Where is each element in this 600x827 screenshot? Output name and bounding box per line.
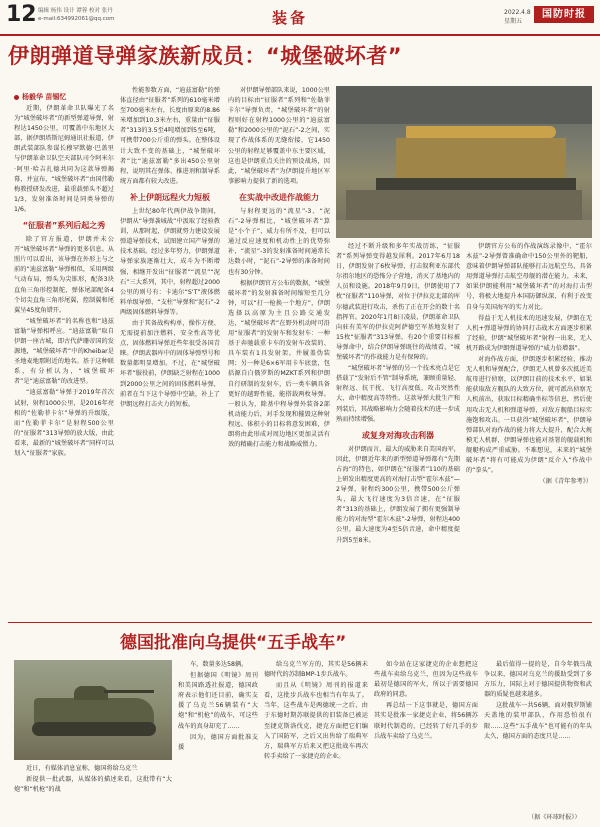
page-number: 12 — [6, 2, 37, 27]
bullet-icon — [14, 95, 19, 100]
paragraph: 因为，德国方面批准支援 — [178, 733, 258, 751]
subheading: 补上伊朗远程火力短板 — [130, 192, 210, 202]
staff-credits — [38, 7, 114, 23]
date-value: 2022.4.8 — [504, 9, 531, 16]
article-column-4 — [336, 242, 460, 619]
paragraph: “城堡破坏者”导弹的另一个技术亮点是它搭载了“发射后不管”制导系统，兼顾重量轻、射程远、抗干扰、飞行高度低，攻击突然性大，命中精度高等特性。这款导弹大批生产和列装后，其战略影响力会随着技术的进一步成熟而持续增强。 — [336, 365, 460, 423]
paragraph: 伊朗官方公布的作战演练录像中，“霍尔木兹”-2导弹曾准确命中150公里外的靶船，意味着伊朗导弹部队能够打击远航空鸟，具备用弹道导弹打击航空母舰的潜在能力，未来，如果伊朗能利用“城堡破坏者”的对海打击型号，将极大地提升本国防御纵深，有利于改变自身与美国海军的实力对比。 — [466, 243, 592, 311]
armored-vehicle-photo — [14, 660, 172, 760]
weekday-value: 星期五 — [504, 18, 523, 25]
article-column-1 — [14, 104, 114, 619]
byline-authors: 杨毅华 苗锡忆 — [22, 93, 67, 101]
masthead-rule — [0, 34, 600, 36]
newspaper-logo: 国防时报 — [534, 6, 594, 23]
paragraph: 性能参数方面，“迪兹富勒”的弹体直径由“征服者”系列的610毫米增至700毫米左右，长度由原来的8.86米增加到10.3米左右，重量由“征服者”313的3.5至4吨增加到5至6吨，可携带700公斤重的弹头。在整体设计大致不变的基础上，“城堡破坏者”比“迪兹富勒”多出450公里射程，说明其在弹体、推进剂和制导系统方面都有较大改进。 — [120, 87, 220, 185]
subheading: 在实战中改进作战能力 — [239, 192, 319, 202]
paragraph: 但据德国《明镜》周刊和美国路透社报道，德国政府表示他们还目前，确实支援了乌克兰56辆装有“大炮”和“机枪”的战车，可这些战车的真身却充了…… — [178, 672, 258, 730]
paragraph: 再总结一下这事就是，德国方面其实是批准一家捷克企业，将56辆苏联时代制造的，已经转了好几手的步兵战车卖给了乌克兰。 — [374, 702, 478, 740]
article2-column-4 — [374, 660, 478, 822]
article2-column-2 — [178, 660, 258, 822]
article-credit: （据《青年参考》） — [539, 478, 592, 486]
masthead — [0, 0, 600, 38]
paragraph: 车，数量多达58辆。 — [190, 661, 248, 668]
paragraph: 而且从《明镜》周刊的报道来看，这批步兵战车也相当有年头了。当年，这些战车是两德统一之后，由于东德时期苏联提供的旧装备已被运至捷克斯洛伐克，捷克方面把它们编入了国防军，之后又出售给了瑞典军方，瑞典军方后来又把这批战车再次转手卖给了一家捷克的企业。 — [264, 682, 368, 760]
paragraph: 由于其备战构构单，操作方便、无需提前加注燃料，安全性高等优点，固体燃料导弹近些年很受各国青睐。伊朗武器库中的固体导弹型号和数量都明显增加。不过，在“城堡破坏者”服役前，伊朗缺乏射程在1000到2000公里之间的固体燃料导弹，前者在当下这个导弹中空缺，补上了伊朗远程打击火力的短板。 — [120, 319, 220, 408]
missile-photo — [336, 86, 592, 238]
staff-email: e-mail:634992061@qq.com — [38, 16, 115, 22]
paragraph: 新提供一批武器，从媒体的描述来看，这批带有“大炮”和“机枪”的战 — [14, 776, 172, 794]
paragraph: 给乌克兰军方的，其实是56辆未德时代的苏制BMP-1步兵战车。 — [264, 661, 368, 679]
paragraph: 近日，有媒体消息宣称，德国将给乌克兰 — [26, 765, 138, 772]
paragraph: “迪兹富勒”导弹于2019年首次试射，射程1000公里，是2016年亮相的“佐勒菲卡尔”导弹的升级版，而“佐勒菲卡尔”是射程500公里的“征服者”313导弹的放大版，由此看来，最新的“城堡破坏者”同样可以划入“征服者”家族。 — [14, 389, 114, 457]
article-headline: 伊朗弹道导弹家族新成员：“城堡破坏者” — [8, 44, 403, 68]
paragraph: 最后值得一提的是，自今年俄乌战争以来，德国对乌克兰的援助受到了多方压力，国际上对于德国提供物资和武器的质疑也越来越多。 — [484, 661, 592, 699]
staff-line: 编辑 杨伟 设计 谭蓉 校对 张丹 — [38, 8, 113, 14]
paragraph: 除了官方报道，伊朗并未公开“城堡破坏者”导弹的更多信息。从照片可以看出，该导弹在外形上与之前的“迪兹富勒”导弹相似，采用两级气动布局，弹头为尖锥形，配备3块直角三角形控制舵，弹体尾部配备4个切尖直角三角形尾翼，控制翼和尾翼呈45度角错开。 — [14, 236, 114, 314]
article2-headline: 德国批准向乌提供“五手战车” — [120, 633, 347, 653]
paragraph: 上世纪80年代两伊战争期间，伊朗从“导弹袭城战”中汲取了经验教训，从那时起，伊朗就努力建设发展弹道导弹技术，试图建立国产导弹的技术基础。经过多年努力，伊朗弹道导弹家族逐渐壮大，成斗为不断增强，相继开发出“征服者”“流星”“泥石”三大系列，其中，射程超过2000公里的则号有：卡迪尔“S‘T”液体燃料单级导弹、“支柱”导弹和“泥石”-2两级固体燃料导弹等。 — [120, 207, 220, 316]
byline — [14, 92, 66, 102]
subheading: 或复身对海攻击利器 — [362, 430, 434, 440]
paragraph: 对伊朗导弹部队来说，1000公里内的目标由“征服者”系列和“佐勒菲卡尔”导弹负责，“城堡破坏者”的射程则好在射程1000公里的“迪兹富勒”和2000公里的“泥石”-2之间，实现了作战体系的无缝衔接，它1450公里的射程足够覆盖中东主要区域，这也是伊朗重点关注的预设战场，因此，“城堡破坏者”为伊朗提升地区军事影响力提供了新的选项。 — [228, 87, 330, 185]
paragraph: 近期，伊朗革命卫队曝光了名为“城堡破坏者”的新型弹道导弹，射程达1450公里，可覆盖中东地区大部，据伊朗塔斯尼姆通讯社报道，伊朗武装部队参谋长穆罕默德·巴盖里与伊朗革命卫队空天部队司令阿米尔·阿里·哈吉扎德共同为这款导弹揭幕，并宣布，“城堡破坏者”由国伟勒梅教授研发改进，最重载弹头不超过1/3，发射准备时间是同类导弹的1/6。 — [14, 105, 114, 213]
issue-date — [504, 8, 531, 26]
paragraph: 对伊朗而言，最大的威胁来自美国海军，因此，伊朗近年来的新型弹道导弹都有“先期占海”的特色，如伊朗在“征服者”110的基础上研发出精度更高的对海打击型“霍尔木兹”—2导弹，射程约300公里，携带500公斤弹头，最大飞行速度为3倍音速，在“征服者”313的基础上，伊朗发展了拥有更强制导能力的对海型“霍尔木兹”-2导弹，射程达400公里，最大速度为4至5倍音速，命中精度提升到5至8米。 — [336, 445, 460, 544]
paragraph: 得益于无人机技术的迅速发展，伊朗在无人机+弹道导弹的协同打击战术方面逐步积累了经验，伊朗“城堡破坏者”射程一出来，无人机开路成为伊朗弹道导弹的“威力倍增器”。 — [466, 314, 592, 352]
article-divider — [8, 622, 592, 623]
paragraph: 如今站在这家捷克的企业想把这些战车卖给乌克兰，但因为这些战车最初是德国的军火，所以于需要德国政府的同意。 — [374, 661, 478, 699]
paragraph: 对海作战方面，伊朗逐步积累经验，推动无人机和导弹配合，伊朗无人机曾多次抵近美航母进行侦察，以伊朗目前的技术水平，如果能获取敌方舰队的大致方位，就可派出侦察无人机前出，获取目标精确坐标等信息，然后使用攻击无人机和弹道导弹，对敌方舰船目标实施饱和攻击。一旦获得“城堡破坏者”，伊朗导弹部队对海作战的能力将大大提升，配合大规模无人机群，伊朗导弹也能对基署的舰载机和舰艇构成严重威胁。不难想见，未来的“城堡破坏者”将有可能成为伊朗“反介入”作战中的“拳头”。 — [466, 356, 592, 475]
paragraph: 与射程更远的“流星”-3、“泥石”-2导弹相比，“城堡破坏者”算是“小个子”，威力有所不及，但可以通过反应速度和机动性上的优势弥补，“流星”-3的发射准备时间通常长达数小时，“泥石”-2导弹的准备时间也有30分钟。 — [228, 207, 330, 276]
article2-column-1 — [14, 764, 172, 824]
paragraph: 根据伊朗官方公布的数据，“城堡破坏者”的发射准备时间缩短至几分钟，可以“打一枪换一个地方”，伊朗选择以高原为主且公路交通发达，“城堡破坏者”在野外机动时可沿用“征服者”的发射车和发射车：一种基于奔驰载重卡车的发射车改装的、具车装有1具发射架。井履盖伪装网；另一种是6×6军用卡车底盘，包括源自白俄罗斯的MZKT系列和伊朗自行研制的发射车，后一类车辆具备更好的越野性能，能搭载两枚导弹。一般认为，除基中程导弹外装备2部机动能力后，对手发现和摧毁这种射程远、体积小的目标将意发困难，伊朗将由此形成对周边地区更加灵活有效的精确打击能力和战略威慑力。 — [228, 279, 330, 449]
subheading: “征服者”系列后起之秀 — [22, 221, 106, 231]
paragraph: 这批战车一共56辆，面对俄罗斯铺天盖地的装甲部队，作用恐怕很有限……这些“五手战车”也可能有的年头太久，德国方面的态度只是…… — [484, 702, 592, 740]
article2-column-5 — [484, 660, 592, 810]
article2-credit: （据《环球时报》） — [528, 814, 581, 821]
article-column-5 — [466, 242, 592, 619]
paragraph: 经过不断升级和多年实战历练，“征服者”系列导弹变得越发犀利。2017年6月18日，伊朗发射了6枚导弹，打击叙利亚东部代尔祖尔地区的恐怖分子营地，消灭了基地内的人员和设施。2018年9月9日，伊朗使用了7枚“征服者”110导弹，对位于伊拉克北部的库尔德武装进行攻击，杀伤了正在开会的数十名指挥官。2020年1月8日凌晨，伊朗革命卫队向驻有美军的伊拉克阿萨德空军基地发射了15枚“征服者”313导弹，有20个重要目标被导弹命中，结合伊朗导弹既往的战绩看，“城堡破坏者”的作战能力是有保障的。 — [336, 243, 460, 362]
article-column-2 — [120, 86, 220, 619]
article2-column-3 — [264, 660, 368, 822]
article-column-3 — [228, 86, 330, 619]
section-title: 装备 — [272, 9, 309, 27]
paragraph: “城堡破坏者”的名称也和“迪兹富勒”导弹相呼应。“迪兹富勒”取自伊朗一座古城，即古代萨珊帝国的发源地，“城堡破坏者”中的Kheibar是圣地麦地那附近的地名。基于这种联系，有分析认为，“城堡破坏者”是“迪兹富勒”的改进型。 — [14, 317, 114, 386]
